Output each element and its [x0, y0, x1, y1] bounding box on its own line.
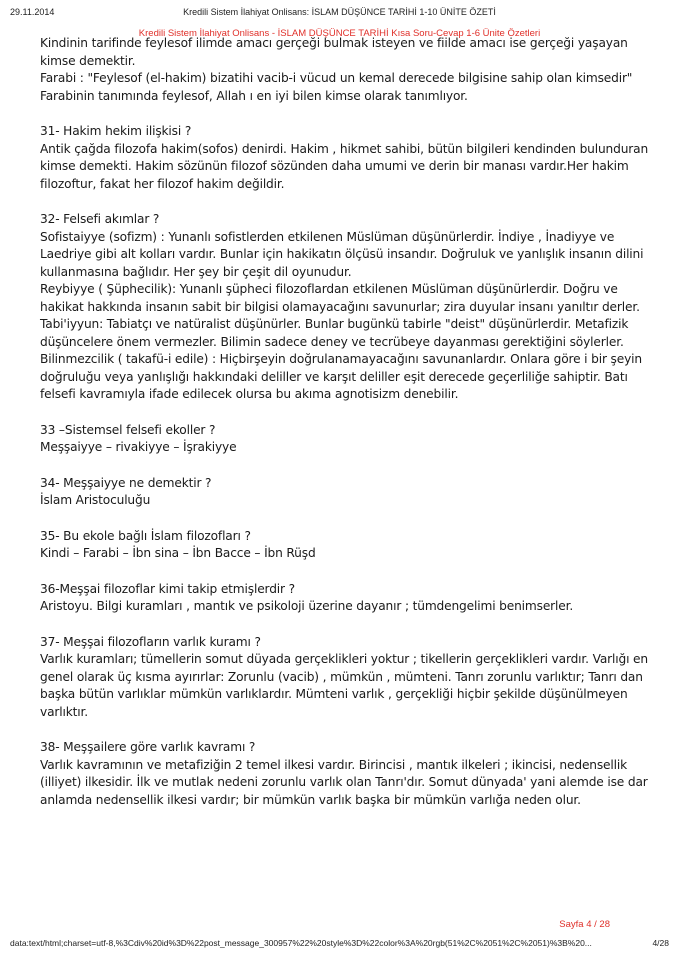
qa-section [40, 211, 655, 404]
qa-section [40, 35, 655, 105]
section-question: 31- Hakim hekim ilişkisi ? [40, 124, 192, 138]
section-paragraph: Meşşaiyye – rivakiyye – İşrakiyye [40, 440, 237, 454]
footer-url: data:text/html;charset=utf-8,%3Cdiv%20id%3D%22post_message_300957%22%20style%3D%22color%3A%20rgb(51%2C%2051%2C%2051)%3B%20... [10, 938, 592, 948]
section-question: 37- Meşşai filozofların varlık kuramı ? [40, 634, 261, 649]
section-paragraph: Varlık kavramının ve metafiziğin 2 temel ilkesi vardır. Birincisi , mantık ilkeleri ; ikincisi, nedensellik (illiyet) ilkesidir. İlk ve mutlak nedeni zorunlu varlık olan Tanrı'dır. Somut dünyada' yani alemde ise dar anlamda nedensellik ilkesi vardır; bir mümkün varlık başka bir mümkün varlığa neden olur. [40, 757, 648, 807]
section-paragraph: Bilinmezcilik ( takafü-i edile) : Hiçbirşeyin doğrulanamayacağını savunanlardır. Onlara göre i bir şeyin doğruluğu veya yanlışlığı hakkındaki deliller ve karşıt deliller eşit derecede geçerliliğe sahiptir. Batı felsefi kavramıyla ifade edilecek olursa bu akıma agnotisizm denebilir. [40, 352, 642, 401]
qa-section [40, 528, 655, 563]
section-question: 35- Bu ekole bağlı İslam filozofları ? [40, 528, 251, 543]
section-paragraph: Aristoyu. Bilgi kuramları , mantık ve psikoloji üzerine dayanır ; tümdengelimi benimserler. [40, 599, 574, 613]
footer-page-number: 4/28 [652, 938, 669, 948]
section-paragraph: Kindi – Farabi – İbn sina – İbn Bacce – İbn Rüşd [40, 546, 316, 560]
section-paragraph: Sofistaiyye (sofizm) : Yunanlı sofistlerden etkilenen Müslüman düşünürlerdir. İndiye , İnadiyye ve Laedriye gibi alt kolları vardır. Bunlar için hakikatın ölçüsü insandır. Doğruluk ve yanlışlık insanın dilini kullanmasına bağlıdır. Her şey bir çeşit dil oyunudur. [40, 229, 644, 279]
page-label: Sayfa 4 / 28 [559, 919, 610, 930]
document-body [40, 35, 655, 827]
qa-section [40, 422, 655, 457]
section-paragraph: İslam Aristoculuğu [40, 493, 151, 507]
section-paragraph: Kindinin tarifinde feylesof ilimde amacı gerçeği bulmak isteyen ve fiilde amacı ise gerçeği yaşayan kimse demektir. [40, 36, 628, 68]
section-paragraph: Varlık kuramları; tümellerin somut düyada gerçeklikleri yoktur ; tikellerin gerçeklikleri vardır. Varlığı en genel olarak üç kısma ayırırlar: Zorunlu (vacib) , mümkün , mümteni. Tanrı zorunlu varlıktır; Tanrı dan başka bütün varlıklar mümkün varlıklardır. Mümteni varlık , gerçekliği hiçbir şekilde düşünülmeyen varlıktır. [40, 652, 648, 719]
section-question: 33 –Sistemsel felsefi ekoller ? [40, 422, 216, 437]
header-date: 29.11.2014 [10, 7, 55, 17]
qa-section [40, 739, 655, 809]
section-paragraph: Tabi'iyyun: Tabiatçı ve natüralist düşünürler. Bunlar bugünkü tabirle "deist" düşünürlerdir. Metafizik düşüncelere önem vermezler. Bilimin sadece deney ve tecrübeye dayanması gerektiğini söylerler. [40, 317, 629, 349]
qa-section [40, 581, 655, 616]
section-paragraph: Reybiyye ( Şüphecilik): Yunanlı şüpheci filozoflardan etkilenen Müslüman düşünürlerdir. Doğru ve hakikat hakkında insanın sabit bir bilgisi olamayacağını savunurlar; zira duyular insanı yanıltır derler. [40, 282, 640, 314]
header-title: Kredili Sistem İlahiyat Onlisans: İSLAM DÜŞÜNCE TARİHİ 1-10 ÜNİTE ÖZETİ [183, 7, 496, 17]
watermark-banner: Kredili Sistem İlahiyat Onlisans - İSLAM DÜŞÜNCE TARİHİ Kısa Soru-Cevap 1-6 Ünite Özetleri [138, 28, 541, 39]
qa-section [40, 475, 655, 510]
qa-section [40, 123, 655, 193]
section-paragraph: Antik çağda filozofa hakim(sofos) denirdi. Hakim , hikmet sahibi, bütün bilgileri kendinden bulunduran kimse demekti. Hakim sözünün filozof sözünden daha umumi ve derin bir manası vardır.Her hakim filozoftur, fakat her filozof hakim değildir. [40, 141, 649, 191]
section-question: 38- Meşşailere göre varlık kavramı ? [40, 740, 256, 754]
section-question: 36-Meşşai filozoflar kimi takip etmişlerdir ? [40, 581, 295, 596]
qa-section [40, 634, 655, 722]
section-question: 34- Meşşaiyye ne demektir ? [40, 475, 212, 490]
section-paragraph: Farabi : "Feylesof (el-hakim) bizatihi vacib-i vücud un kemal derecede bilgisine sahip olan kimsedir" Farabinin tanımında feylesof, Allah ı en iyi bilen kimse olarak tanımlıyor. [40, 71, 633, 103]
section-question: 32- Felsefi akımlar ? [40, 212, 160, 226]
